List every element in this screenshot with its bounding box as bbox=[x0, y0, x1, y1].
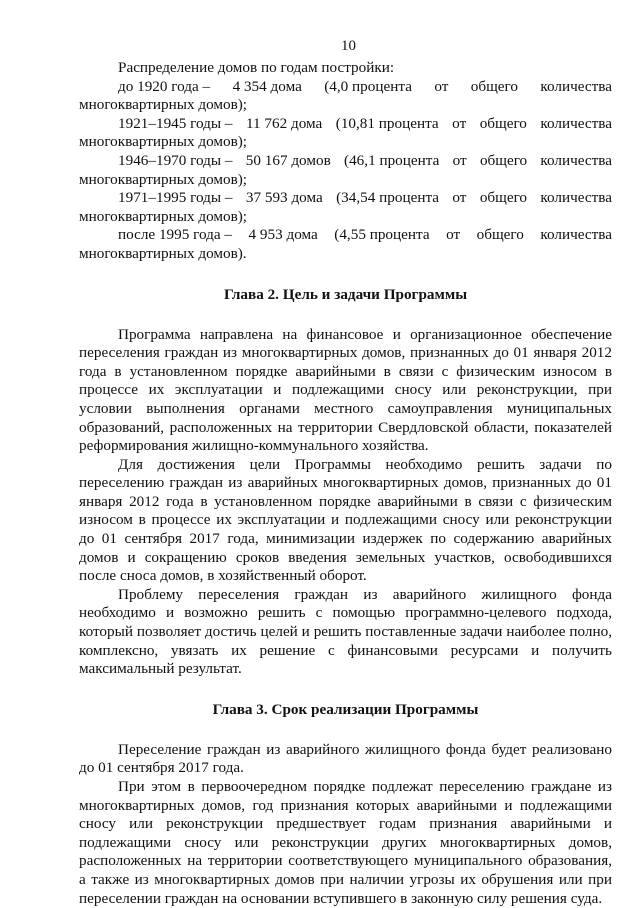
distribution-word: от bbox=[446, 226, 461, 244]
distribution-item bbox=[79, 226, 612, 263]
chapter-3-heading: Глава 3. Срок реализации Программы bbox=[212, 700, 479, 718]
distribution-period: до 1920 года – bbox=[118, 77, 211, 95]
distribution-word: от bbox=[434, 77, 449, 95]
distribution-word: от bbox=[452, 189, 467, 207]
chapter-2-paragraph: Для достижения цели Программы необходимо решить задачи по переселению граждан из аварийных многоквартирных домов, признанных до 01 января 2012 года в установленном порядке аварийными в связи с физическим износом в процессе их эксплуатации и подлежащими сносу или реконструкции до 01 сентября 2017 года, минимизации издержек по содержанию аварийных домов и сокращению сроков введения земельных участков, освободившихся после сноса домов, в хозяйственный оборот. bbox=[79, 455, 612, 585]
distribution-count: 37 593 дома bbox=[245, 189, 323, 207]
distribution-list bbox=[79, 78, 612, 264]
distribution-word: количества bbox=[540, 114, 612, 132]
distribution-period: 1921–1945 годы – bbox=[118, 114, 233, 132]
distribution-count: 4 354 дома bbox=[232, 77, 302, 95]
distribution-share: (10,81 процента bbox=[335, 114, 439, 132]
chapter-3-paragraph: Переселение граждан из аварийного жилищного фонда будет реализовано до 01 сентября 2017 года. bbox=[79, 740, 612, 777]
chapter-2-heading: Глава 2. Цель и задачи Программы bbox=[223, 285, 468, 303]
distribution-tail: многоквартирных домов); bbox=[79, 207, 248, 225]
distribution-period: 1946–1970 годы – bbox=[118, 151, 233, 169]
distribution-intro: Распределение домов по годам постройки: bbox=[118, 59, 395, 76]
distribution-share: (4,55 процента bbox=[334, 226, 430, 244]
document-page bbox=[79, 35, 612, 908]
distribution-count: 50 167 домов bbox=[245, 151, 331, 169]
chapter-2-paragraph: Программа направлена на финансовое и организационное обеспечение переселения граждан из многоквартирных домов, признанных до 01 января 2012 года в установленном порядке аварийными в связи с физическим износом в процессе их эксплуатации и подлежащими сносу или реконструкции, при условии выполнения органами местного самоуправления муниципальных образований, расположенных на территории Свердловской области, показателей реформирования жилищно-коммунального хозяйства. bbox=[79, 325, 612, 455]
distribution-count: 11 762 дома bbox=[245, 114, 323, 132]
distribution-item bbox=[79, 152, 612, 189]
distribution-tail: многоквартирных домов). bbox=[79, 244, 247, 262]
distribution-count: 4 953 дома bbox=[248, 226, 318, 244]
distribution-word: количества bbox=[540, 151, 612, 169]
distribution-share: (34,54 процента bbox=[336, 189, 440, 207]
distribution-word: общего bbox=[470, 77, 518, 95]
chapter-3-paragraph: При этом в первоочередном порядке подлежат переселению граждане из многоквартирных домов, год признания которых аварийными и подлежащими сносу или реконструкции предшествует годам признания аварийными и подлежащими сносу или реконструкции других многоквартирных домов, расположенных на территории соответствующего муниципального образования, а также из многоквартирных домов при наличии угрозы их обрушения или при переселении граждан на основании вступившего в законную силу решения суда. bbox=[79, 778, 612, 907]
distribution-tail: многоквартирных домов); bbox=[79, 96, 248, 114]
distribution-share: (46,1 процента bbox=[344, 151, 440, 169]
distribution-item bbox=[79, 115, 612, 152]
distribution-word: от bbox=[452, 151, 467, 169]
distribution-word: общего bbox=[479, 114, 527, 132]
distribution-word: общего bbox=[479, 151, 528, 169]
page-number: 10 bbox=[341, 38, 356, 54]
distribution-word: количества bbox=[540, 77, 612, 95]
distribution-word: общего bbox=[476, 226, 524, 244]
distribution-word: от bbox=[452, 114, 467, 132]
distribution-word: количества bbox=[540, 189, 612, 207]
distribution-period: 1971–1995 годы – bbox=[118, 189, 233, 207]
distribution-word: количества bbox=[540, 226, 612, 244]
distribution-period: после 1995 года – bbox=[118, 226, 232, 244]
distribution-word: общего bbox=[479, 189, 528, 207]
distribution-tail: многоквартирных домов); bbox=[79, 170, 248, 188]
distribution-item bbox=[79, 78, 612, 115]
distribution-share: (4,0 процента bbox=[324, 77, 412, 95]
chapter-2-paragraph: Проблему переселения граждан из аварийного жилищного фонда необходимо и возможно решить с помощью программно-целевого подхода, который позволяет достичь целей и решить поставленные задачи наиболее полно, комплексно, увязать их решение с финансовыми ресурсами и получить максимальный результат. bbox=[79, 585, 612, 678]
distribution-tail: многоквартирных домов); bbox=[79, 133, 248, 151]
distribution-item bbox=[79, 189, 612, 226]
